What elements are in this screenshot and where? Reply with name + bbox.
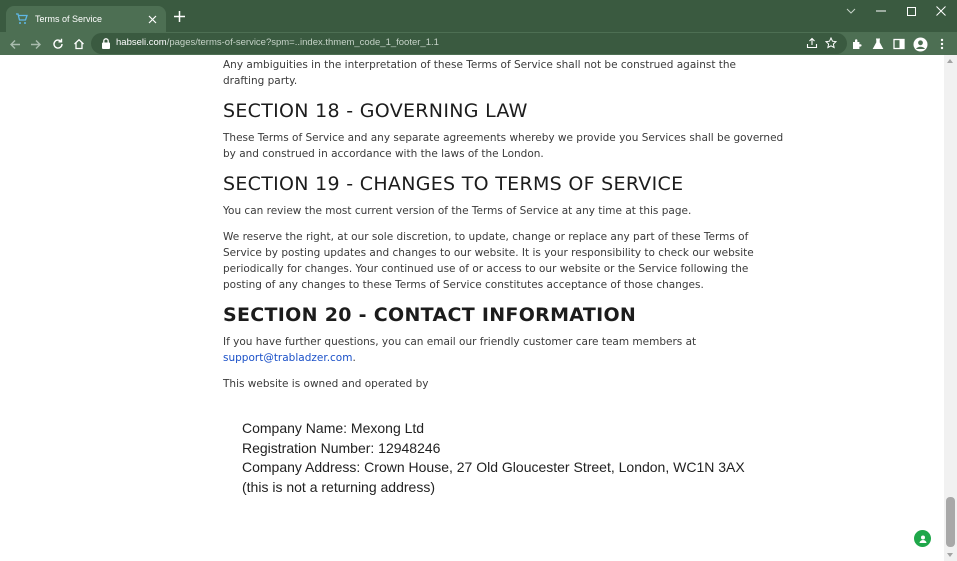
section-19-para-2-line-3: periodically for changes. Your continued use of or access to our website or the Service following the xyxy=(223,263,749,275)
vertical-scrollbar[interactable] xyxy=(944,55,957,561)
section-20-para-1-line-2: support@trabladzer.com. xyxy=(223,352,356,364)
minimize-icon[interactable] xyxy=(866,2,896,20)
section-20-para-2: This website is owned and operated by xyxy=(223,378,429,390)
url-text[interactable]: habseli.com/pages/terms-of-service?spm=..index.thmem_code_1_footer_1.1 xyxy=(116,37,439,48)
scroll-down-arrow-icon[interactable] xyxy=(947,553,953,557)
close-window-icon[interactable] xyxy=(926,2,956,20)
forward-arrow-icon[interactable] xyxy=(27,35,45,53)
page-viewport xyxy=(0,55,944,561)
section-20-para-1-line-1: If you have further questions, you can email our friendly customer care team members at xyxy=(223,336,697,348)
intro-line-1: Any ambiguities in the interpretation of these Terms of Service shall not be construed against the xyxy=(223,59,737,71)
support-email-link[interactable]: support@trabladzer.com xyxy=(223,352,353,364)
side-panel-icon[interactable] xyxy=(890,35,908,53)
reload-icon[interactable] xyxy=(49,35,67,53)
company-address-note: (this is not a returning address) xyxy=(242,479,435,495)
chat-widget-button[interactable] xyxy=(914,530,931,547)
section-19-para-2-line-4: posting of any changes to these Terms of Service constitutes acceptance of those changes. xyxy=(223,279,704,291)
scrollbar-thumb[interactable] xyxy=(946,497,955,547)
section-18-line-2: by and construed in accordance with the laws of the London. xyxy=(223,148,544,160)
menu-kebab-icon[interactable] xyxy=(933,35,951,53)
browser-toolbar xyxy=(0,32,957,55)
company-info-image xyxy=(223,407,745,517)
labs-flask-icon[interactable] xyxy=(869,35,887,53)
back-arrow-icon[interactable] xyxy=(6,35,24,53)
home-icon[interactable] xyxy=(70,35,88,53)
section-20-heading: SECTION 20 - CONTACT INFORMATION xyxy=(223,304,637,326)
browser-titlebar xyxy=(0,0,957,32)
scroll-up-arrow-icon[interactable] xyxy=(947,59,953,63)
company-registration: Registration Number: 12948246 xyxy=(242,440,441,456)
share-icon[interactable] xyxy=(803,34,821,52)
profile-avatar-icon[interactable] xyxy=(911,35,929,53)
close-tab-icon[interactable] xyxy=(144,11,160,27)
lock-icon[interactable] xyxy=(100,37,112,50)
maximize-icon[interactable] xyxy=(896,2,926,20)
tab-title: Terms of Service xyxy=(35,14,103,24)
section-18-line-1: These Terms of Service and any separate agreements whereby we provide you Services shall be governed xyxy=(223,132,784,144)
section-19-para-2-line-2: Service by posting updates and changes to our website. It is your responsibility to check our website xyxy=(223,247,754,259)
company-name: Company Name: Mexong Ltd xyxy=(242,420,425,436)
tab-terms-of-service[interactable] xyxy=(6,6,166,32)
section-18-heading: SECTION 18 - GOVERNING LAW xyxy=(223,100,528,122)
bookmark-star-icon[interactable] xyxy=(822,34,840,52)
address-bar[interactable] xyxy=(91,33,847,54)
section-19-para-2-line-1: We reserve the right, at our sole discretion, to update, change or replace any part of these Terms of xyxy=(223,231,749,243)
extensions-puzzle-icon[interactable] xyxy=(848,35,866,53)
company-address: Company Address: Crown House, 27 Old Gloucester Street, London, WC1N 3AX xyxy=(242,459,745,475)
chevron-down-icon[interactable] xyxy=(836,2,866,20)
new-tab-icon[interactable] xyxy=(171,8,187,24)
section-19-para-1: You can review the most current version of the Terms of Service at any time at this page. xyxy=(223,205,692,217)
section-19-heading: SECTION 19 - CHANGES TO TERMS OF SERVICE xyxy=(223,173,684,195)
shopping-cart-icon xyxy=(14,12,28,26)
intro-line-2: drafting party. xyxy=(223,75,298,87)
